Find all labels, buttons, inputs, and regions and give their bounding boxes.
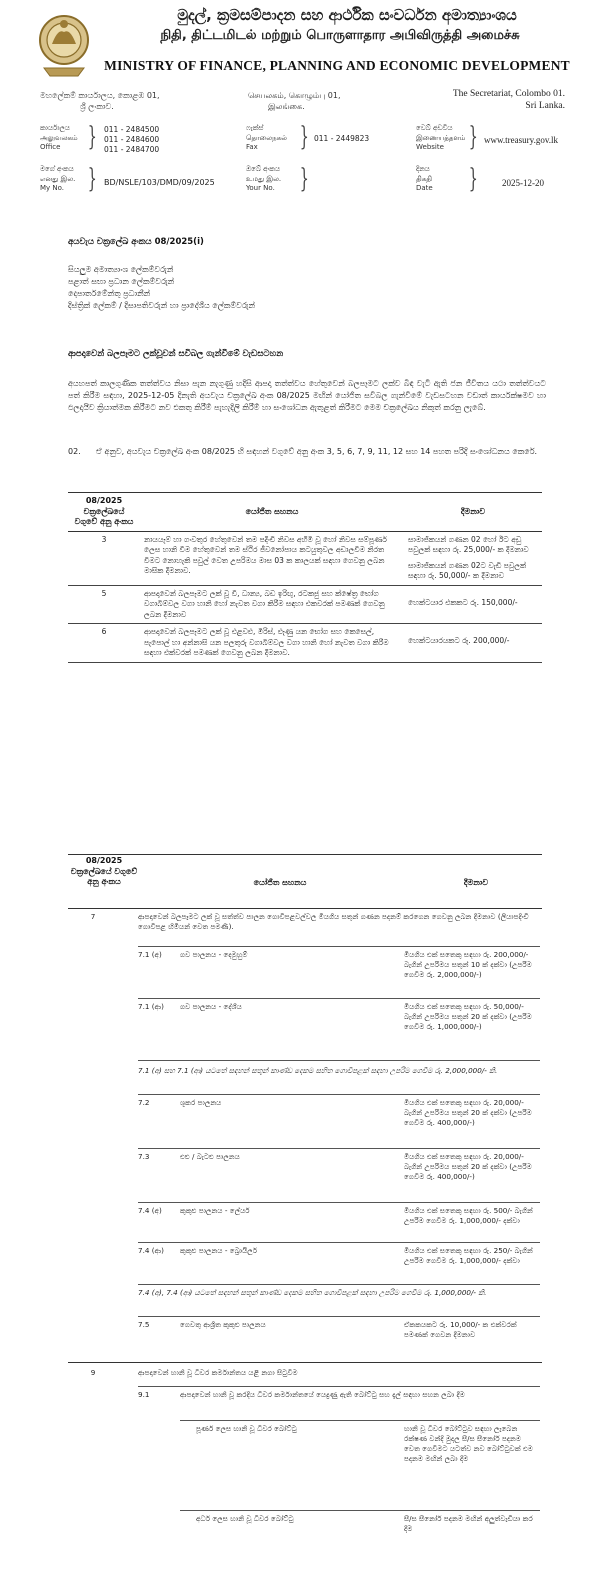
address-sinhala: මහලේකම් කාර්යාලය, කොළඹ 01, ශ්‍රී ලංකාව. (40, 91, 160, 111)
allowance-text: සාමාජිකයන් ගණන 02 හෝ ඊට අඩු පවුලක් සඳහා රු. 25,000/- ක දීමනාව සාමාජිකයන් ගණන 02ට වැඩි පවුලක් සඳහා රු. 50,000/- ක දීමනාව (408, 534, 529, 580)
recipient: පළාත් සභා ප්‍රධාන ලේකම්වරුන් (68, 277, 175, 286)
website-link[interactable]: www.treasury.gov.lk (484, 135, 558, 145)
recipient: දිස්ත්‍රික් ලේකම් / දිසාපතිවරුන් හා ප්‍රාදේශීය ලේකම්වරුන් (68, 301, 256, 310)
ministry-title-english: MINISTRY OF FINANCE, PLANNING AND ECONOMIC DEVELOPMENT (104, 58, 570, 73)
allowance-text: හෙක්ටයාරයකට රු. 200,000/- (408, 636, 510, 645)
date-label: දිනය திகதி Date (416, 165, 433, 192)
serial-no: 6 (101, 627, 107, 636)
amendment-table-1 (68, 492, 542, 663)
table2-top-rule (68, 854, 542, 855)
header-allowance: දීමනාව (460, 506, 486, 516)
website-label: වෙබ් අඩවිය இணையத்தளம் Website (416, 124, 466, 151)
address-tamil: செயலகம், கொழும்பு 01, இலங்கை. (248, 91, 341, 111)
row-divider (138, 1386, 540, 1387)
my-no-brace: } (87, 164, 97, 194)
row-divider (180, 1420, 540, 1421)
table2-header-serial: 08/2025 චක්‍රලේඛයේ වගුවේ අනු අංකය (70, 856, 138, 886)
my-no-label: මගේ අංකය எனது இல. My No. (40, 165, 76, 192)
ministry-title-tamil: நிதி, திட்டமிடல் மற்றும் பொருளாதார அபிவிருத்தி அமைச்சு (160, 28, 520, 43)
date-brace: } (468, 164, 478, 194)
row-divider (138, 1060, 540, 1061)
item-code: 7.5 (138, 1320, 150, 1329)
item-name: ගෙවතු ආශ්‍රිත කුකුළු පාලනය (180, 1320, 266, 1329)
table2-header-relief: යෝජිත සහනය (253, 878, 307, 887)
government-emblem (38, 10, 90, 80)
item-name: අර්ධ ලෙස හානි වූ ධීවර බෝට්ටු (196, 1514, 294, 1523)
row7-intro: ආපදාවෙන් බලපෑමට ලක් වූ සත්ත්ව පාලන ගොවිපළවල්වල මියගිය සතුන් ගණන පදනම් කරගෙන ගෙවනු ලබන දීමනාව (ලියාපදිංචි ගොවිපළ හිමියන් වෙත පමණි). (138, 912, 529, 931)
row-divider (180, 1510, 540, 1511)
circular-number: අයවැය චක්‍රලේඛ අංකය 08/2025(i) (68, 237, 204, 247)
address-english: The Secretariat, Colombo 01. Sri Lanka. (452, 89, 565, 111)
item-code: 7.3 (138, 1152, 150, 1161)
item-allowance: මියගිය එක් සතෙකු සඳහා රු. 20,000/- බැගින් උපරිමය සතුන් 20 ක් දක්වා (උපරිම ගෙවීම රු. 400,000/-) (404, 1098, 532, 1127)
serial-no-9: 9 (90, 1368, 96, 1377)
row-divider (138, 1094, 540, 1095)
item-name: එළු / බැටළු පාලනය (180, 1152, 240, 1161)
row-divider (138, 998, 540, 999)
row-7-bottom-rule (68, 1362, 542, 1363)
my-no-value: BD/NSLE/103/DMD/09/2025 (104, 178, 215, 187)
table2-header-rule (68, 908, 542, 909)
serial-no-7: 7 (90, 912, 96, 921)
row-divider (138, 1202, 540, 1203)
fax-brace: } (299, 122, 309, 152)
allowance-text: හෙක්ටයාර එකකට රු. 150,000/- (408, 597, 518, 607)
item-name: ශූකර පාලනය (180, 1098, 222, 1107)
ministry-title-sinhala: මුදල්, ක්‍රමසම්පාදන සහ ආර්ථික සංවර්ධන අමාත්‍යාංශය (177, 6, 517, 24)
row9-intro: ආපදාවෙන් හානි වූ ධීවර කර්මාන්තය යළි නගා සිටුවීම (138, 1368, 298, 1377)
item-code: 7.1 (ආ) (138, 1002, 164, 1011)
office-label: කාර්යාලය அலுவலகம் Office (40, 124, 78, 151)
table-row (68, 531, 542, 585)
item-name: කුකුළු පාලනය - බ්‍රොයිලර් (180, 1246, 258, 1255)
item-name: පූර්ණ ලෙස හානි වූ ධීවර බෝට්ටු (196, 1424, 297, 1433)
your-no-label: ඔබේ අංකය உமது இல. Your No. (246, 165, 282, 192)
item-name: කුකුළු පාලනය - ලේයර් (180, 1206, 250, 1215)
item-code: 7.4 (අ) (138, 1206, 162, 1215)
item-allowance: සී/ස සීනෝර් පදනම මඟින් අලුත්වැඩියා කර දීම (404, 1514, 533, 1533)
item-allowance: මියගිය එක් සතෙකු සඳහා රු. 20,000/- බැගින් උපරිමය සතුන් 20 ක් දක්වා (උපරිම ගෙවීම රු. 400,000/-) (404, 1152, 532, 1181)
item-name: ගව පාලනය - දේශීය (180, 1002, 242, 1011)
item-code: 7.1 (අ) (138, 950, 162, 959)
website-brace: } (468, 122, 478, 152)
paragraph-2: ඒ අනුව, අයවැය චක්‍රලේඛ අංක 08/2025 හි සඳහන් වගුවේ අනු අංක 3, 5, 6, 7, 9, 11, 12 සහ 14 පහත පරිදි සංශෝධනය කෙරේ. (96, 447, 538, 456)
item-allowance: මියගිය එක් සතෙකු සඳහා රු. 500/- බැගින් උපරිම ගෙවීම රු. 1,000,000/- දක්වා (404, 1206, 533, 1225)
serial-no: 5 (101, 588, 107, 598)
relief-text: ආපදාවෙන් බලපෑමට ලක් වූ වී, ධාන්‍ය, බඩ ඉරිඟු, රටකජු සහ ක්ෂේත්‍ර භෝග වගාබිම්වල වගා හානි හෝ නැවත වගා කිරීම සඳහා එකවරක් පමණක් ගෙවනු ලබන දීමනාව (144, 588, 385, 619)
row9-sub-text: ආපදාවෙන් හානි වූ කරදිය ධීවර කර්මාන්තයේ යෙදුණු ඇති බෝට්ටු සහ දැල් සඳහා සහන ලබා දීම (180, 1390, 465, 1399)
paragraph-2-number: 02. (68, 447, 81, 456)
item-code: 7.4 (ආ) (138, 1246, 164, 1255)
date-value: 2025-12-20 (502, 178, 544, 188)
item-allowance: මියගිය එක් සතෙකු සඳහා රු. 200,000/- බැගින් උපරිමය සතුන් 10 ක් දක්වා (උපරිම ගෙවීම රු. 2,000,000/-) (404, 950, 532, 979)
office-numbers: 011 - 2484500 011 - 2484600 011 - 2484700 (104, 125, 160, 154)
item-allowance: මියගිය එක් සතෙකු සඳහා රු. 50,000/- බැගින් උපරිමය සතුන් 20 ක් දක්වා (උපරිම ගෙවීම රු. 1,000,000/-) (404, 1002, 532, 1031)
item-name: ගව පාලනය - දෙමුහුම් (180, 950, 248, 959)
paragraph-1: අයහපත් කාලගුණික තත්ත්වය නිසා පැන නැගුණු හදිසි ආපදා තත්ත්වය හේතුවෙන් බලපෑමට ලක්ව බිඳ වැටී ඇති ජන ජීවිතය යථා තත්ත්වයට පත් කිරීම සඳහා, 2025-12-05 දිනැති අයවැය චක්‍රලේඛ අංක 08/2025 මඟින් යෝජිත සවිබල ගැන්වීමේ වැඩසටහන වඩාත් කාර්යක්ෂමව හා ඵලදායීව ක්‍රියාත්මක කිරීමට නව එකතු කිරීම් පැහැදිලි කිරීම් හා සංශෝධන ඇතුළත් කිරීමට මෙම චක්‍රලේඛය නිකුත් කරනු ලැබේ. (68, 379, 546, 412)
item-allowance: මියගිය එක් සතෙකු සඳහා රු. 250/- බැගින් උපරිම ගෙවීම රු. 1,000,000/- දක්වා (404, 1246, 533, 1265)
row-divider (138, 1242, 540, 1243)
item-code: 7.2 (138, 1098, 150, 1107)
table-row (68, 624, 542, 663)
relief-text: නායයෑම් හා ගංවතුර හේතුවෙන් තම පදිංචි නිවස අහිමි වූ හෝ නිවස සම්පූර්ණ ලෙස හානි වීම හේතුවෙන් තම ස්ථිර ජීවනෝපාය කටයුතුවල අඩාලවීම නිරත වීමට නොහැකි පවුල් වෙත උපරිමය මාස 03 ක කාලයක් සඳහා ගෙවනු ලබන මාසික දීමනාව. (144, 534, 387, 575)
your-no-brace: } (299, 164, 309, 194)
item-allowance: හානි වූ ධීවර බෝට්ටුව සඳහා ලැබෙන රක්ෂණ වන්දි මුදල සී/ස සීනෝර් පදනම වෙත ගෙවීමට යටත්ව නව බෝට්ටුවක් එම පදනම මඟින් ලබා දීම (404, 1424, 533, 1463)
recipient: දෙපාර්තමේන්තු ප්‍රධානීන් (68, 289, 151, 298)
fax-label: ෆැක්ස් தொலைநகல் Fax (246, 124, 287, 151)
row-divider (138, 1316, 540, 1317)
row-divider (138, 1148, 540, 1149)
item-code: 9.1 (138, 1390, 150, 1399)
row7-note-1: 7.1 (අ) සහ 7.1 (ආ) යටතේ සඳහන් සතුන් කාණ්ඩ දෙකම සහිත ගොවිපළක් සඳහා උපරිම ගෙවීම රු. 2,000,000/- කි. (138, 1066, 498, 1075)
row-divider (138, 946, 540, 947)
row7-note-2: 7.4 (අ), 7.4 (ආ) යටතේ සඳහන් සතුන් කාණ්ඩ දෙකම සහිත ගොවිපළක් සඳහා උපරිම ගෙවීම රු. 1,000,000/- කි. (138, 1288, 487, 1297)
header-relief: යෝජිත සහනය (245, 506, 299, 516)
fax-number: 011 - 2449823 (314, 134, 370, 143)
serial-no: 3 (101, 534, 107, 544)
circular-subject: ආපදාවෙන් බලපෑමට ලක්වූවන් සවිබල ගැන්වීමේ වැඩසටහන (68, 349, 284, 359)
table-header-row (68, 493, 542, 532)
table-row (68, 585, 542, 624)
row-divider (138, 1284, 540, 1285)
header-serial: 08/2025 චක්‍රලේඛයේ වගුවේ අනු අංකය (74, 496, 134, 526)
relief-text: ආපදාවෙන් බලපෑමට ලක් වූ එළවළු, මිරිස්, ළූණු යන භෝග සහ කෙසෙල්, පැපොල් හා අන්නාසි යන පලතුරු වගාබිම්වල වගා හානි හෝ නැවත වගා කිරීම සඳහා එක්වරක් පමණක් ගෙවනු ලබන දීමනාව. (144, 627, 389, 657)
table2-header-allowance: දීමනාව (463, 878, 489, 887)
office-brace: } (87, 122, 97, 152)
recipients-list (68, 264, 255, 312)
item-allowance: ඒකකයකට රු. 10,000/- ක එක්වරක් පමණක් ගෙවන දීමනාව (404, 1320, 517, 1339)
recipient: සියලුම අමාත්‍යාංශ ලේකම්වරුන් (68, 265, 174, 274)
